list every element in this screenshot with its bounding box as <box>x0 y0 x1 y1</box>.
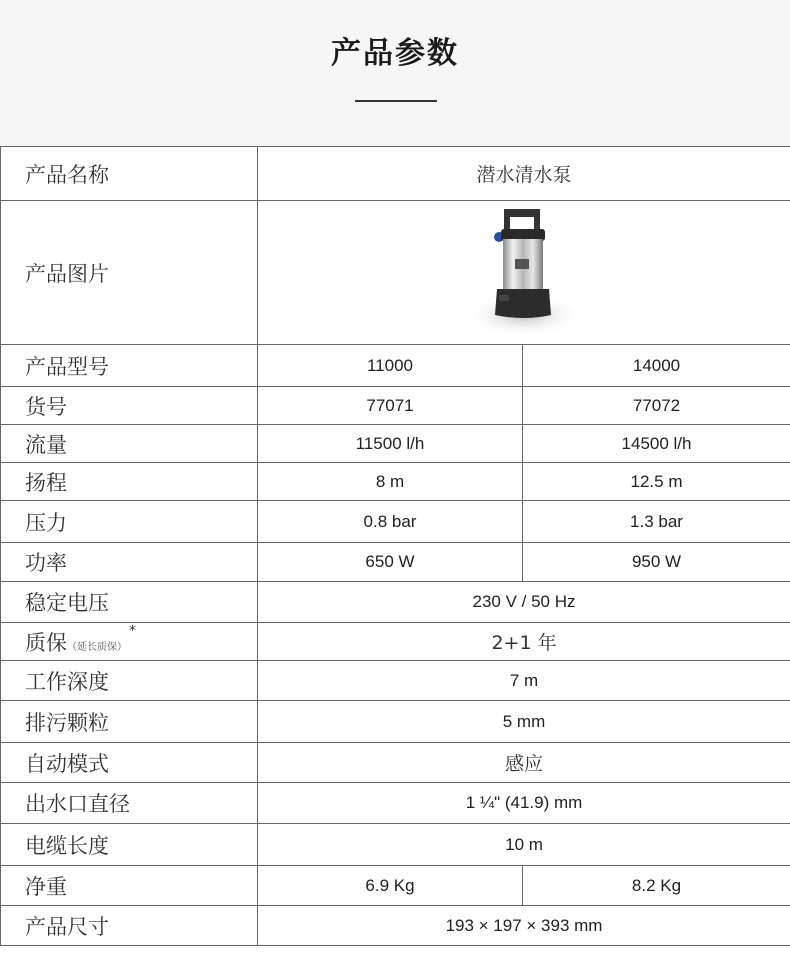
label-warranty: 质保 <box>25 630 67 655</box>
value-weight-a: 6.9 Kg <box>258 866 523 906</box>
spec-row-name <box>1 147 790 201</box>
product-image <box>258 203 790 343</box>
spec-row-item-no <box>1 387 790 425</box>
value-item-no-b: 77072 <box>523 387 790 425</box>
pump-image <box>459 203 589 343</box>
spec-row-particle <box>1 701 790 743</box>
value-head-a: 8 m <box>258 463 523 501</box>
label-pressure: 压力 <box>1 501 258 543</box>
value-flow-b: 14500 l/h <box>523 425 790 463</box>
value-weight-b: 8.2 Kg <box>523 866 790 906</box>
label-power: 功率 <box>1 543 258 582</box>
label-auto: 自动模式 <box>1 743 258 783</box>
header-band <box>0 0 790 146</box>
value-voltage: 230 V / 50 Hz <box>258 582 790 623</box>
spec-row-head <box>1 463 790 501</box>
value-item-no-a: 77071 <box>258 387 523 425</box>
value-cable: 10 m <box>258 824 790 866</box>
spec-row-auto <box>1 743 790 783</box>
spec-row-size <box>1 906 790 946</box>
value-particle: 5 mm <box>258 701 790 743</box>
page-title: 产品参数 <box>331 36 459 71</box>
value-power-b: 950 W <box>523 543 790 582</box>
value-size: 193 × 197 × 393 mm <box>258 906 790 946</box>
value-warranty: 2+1 年 <box>258 623 790 661</box>
value-power-a: 650 W <box>258 543 523 582</box>
warranty-asterisk: * <box>129 622 136 639</box>
spec-row-voltage <box>1 582 790 623</box>
label-model: 产品型号 <box>1 345 258 387</box>
label-voltage: 稳定电压 <box>1 582 258 623</box>
spec-row-flow <box>1 425 790 463</box>
label-size: 产品尺寸 <box>1 906 258 946</box>
label-name: 产品名称 <box>1 147 258 201</box>
label-flow: 流量 <box>1 425 258 463</box>
value-pressure-a: 0.8 bar <box>258 501 523 543</box>
label-outlet: 出水口直径 <box>1 783 258 824</box>
warranty-note: （延长质保） <box>67 641 127 653</box>
label-item-no: 货号 <box>1 387 258 425</box>
value-auto: 感应 <box>258 743 790 783</box>
label-head: 扬程 <box>1 463 258 501</box>
label-warranty-cell <box>1 623 258 661</box>
label-depth: 工作深度 <box>1 661 258 701</box>
value-head-b: 12.5 m <box>523 463 790 501</box>
value-flow-a: 11500 l/h <box>258 425 523 463</box>
label-weight: 净重 <box>1 866 258 906</box>
product-image-cell <box>258 201 790 345</box>
spec-row-weight <box>1 866 790 906</box>
value-pressure-b: 1.3 bar <box>523 501 790 543</box>
spec-table <box>0 146 790 946</box>
spec-row-model <box>1 345 790 387</box>
value-depth: 7 m <box>258 661 790 701</box>
spec-row-outlet <box>1 783 790 824</box>
spec-row-power <box>1 543 790 582</box>
label-image: 产品图片 <box>1 201 258 345</box>
spec-row-warranty <box>1 623 790 661</box>
spec-row-pressure <box>1 501 790 543</box>
label-cable: 电缆长度 <box>1 824 258 866</box>
value-name: 潜水清水泵 <box>258 147 790 201</box>
spec-row-image <box>1 201 790 345</box>
title-underline <box>355 100 437 102</box>
spec-row-depth <box>1 661 790 701</box>
value-outlet: 1 ¼" (41.9) mm <box>258 783 790 824</box>
spec-row-cable <box>1 824 790 866</box>
value-model-b: 14000 <box>523 345 790 387</box>
value-model-a: 11000 <box>258 345 523 387</box>
label-particle: 排污颗粒 <box>1 701 258 743</box>
